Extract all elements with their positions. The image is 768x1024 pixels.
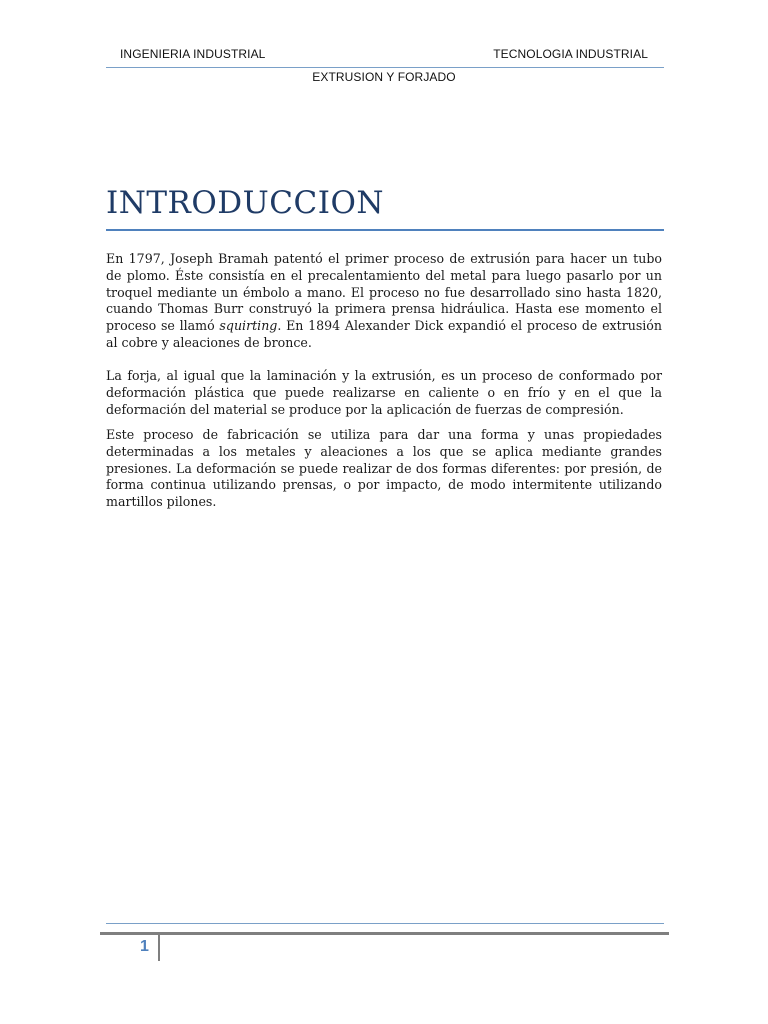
title-divider bbox=[106, 229, 664, 231]
header-right: TECNOLOGIA INDUSTRIAL bbox=[493, 47, 648, 61]
header-divider bbox=[106, 67, 664, 68]
paragraph-2: La forja, al igual que la laminación y la extrusión, es un proceso de conformado por deformación plástica que puede realizarse en caliente o en frío y en el que la deformación del material se produce por la aplicación de fuerzas de compresión. bbox=[106, 368, 662, 417]
header-subtitle: EXTRUSION Y FORJADO bbox=[312, 70, 456, 84]
paragraph-1-text: En 1797, Joseph Bramah patentó el primer proceso de extrusión para hacer un tubo de plomo. Éste consistía en el precalentamiento del metal para luego pasarlo por un troquel mediante un émbolo a mano. El proceso no fue desarrollado sino hasta 1820, cuando Thomas Burr construyó la primera prensa hidráulica. Hasta ese momento el proceso se llamó bbox=[106, 251, 662, 334]
page-number: 1 bbox=[140, 938, 149, 955]
paragraph-3: Este proceso de fabricación se utiliza para dar una forma y unas propiedades determinadas a los metales y aleaciones a los que se aplica mediante grandes presiones. La deformación se puede realizar de dos formas diferentes: por presión, de forma continua utilizando prensas, o por impacto, de modo intermitente utilizando martillos pilones. bbox=[106, 427, 662, 510]
footer-divider bbox=[106, 923, 664, 924]
page-number-separator bbox=[158, 935, 160, 961]
paragraph-1 bbox=[106, 251, 662, 352]
paragraph-1-text-end: . En 1894 Alexander Dick expandió el proceso de extrusión al cobre y aleaciones de bronce. bbox=[106, 318, 663, 350]
footer-bar bbox=[100, 932, 669, 935]
paragraph-1-italic: squirting bbox=[219, 318, 278, 334]
section-title: INTRODUCCION bbox=[106, 185, 385, 221]
header-left: INGENIERIA INDUSTRIAL bbox=[120, 47, 266, 61]
